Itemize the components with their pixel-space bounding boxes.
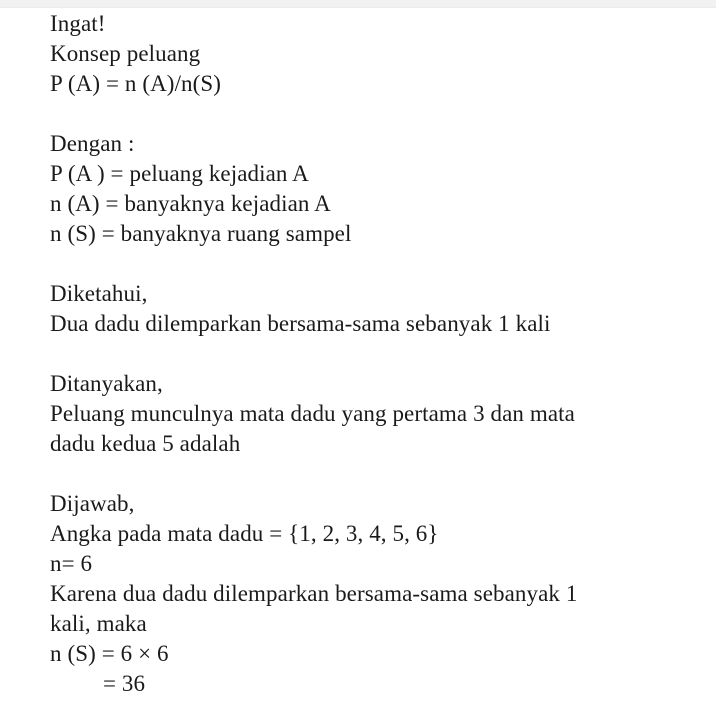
text-line: Karena dua dadu dilemparkan bersama-sama sebanyak 1 xyxy=(50,581,578,606)
section-known xyxy=(50,279,696,339)
definition-line: n (S) = banyaknya ruang sampel xyxy=(50,221,352,246)
text-line: Angka pada mata dadu = {1, 2, 3, 4, 5, 6} xyxy=(50,521,439,546)
text-line: Dengan : xyxy=(50,131,135,156)
section-answer xyxy=(50,489,696,699)
text-line: Ditanyakan, xyxy=(50,371,163,396)
section-definitions xyxy=(50,129,696,249)
formula-line: n (S) = 6 × 6 xyxy=(50,641,169,666)
text-line: Dua dadu dilemparkan bersama-sama sebanyak 1 kali xyxy=(50,311,551,336)
text-line: Konsep peluang xyxy=(50,41,201,66)
text-line: Peluang munculnya mata dadu yang pertama 3 dan mata xyxy=(50,401,575,426)
section-asked xyxy=(50,369,696,459)
formula-line: n= 6 xyxy=(50,551,93,576)
formula-line: P (A) = n (A)/n(S) xyxy=(50,71,222,96)
definition-line: n (A) = banyaknya kejadian A xyxy=(50,191,331,216)
document-body xyxy=(0,8,716,699)
window-top-bar xyxy=(0,0,716,8)
section-concept-reminder xyxy=(50,9,696,99)
text-line: Diketahui, xyxy=(50,281,148,306)
definition-line: P (A ) = peluang kejadian A xyxy=(50,161,309,186)
text-line: kali, maka xyxy=(50,611,147,636)
text-line: Dijawab, xyxy=(50,491,135,516)
text-line: Ingat! xyxy=(50,11,106,36)
formula-result-line: = 36 xyxy=(103,671,146,696)
text-line: dadu kedua 5 adalah xyxy=(50,431,241,456)
